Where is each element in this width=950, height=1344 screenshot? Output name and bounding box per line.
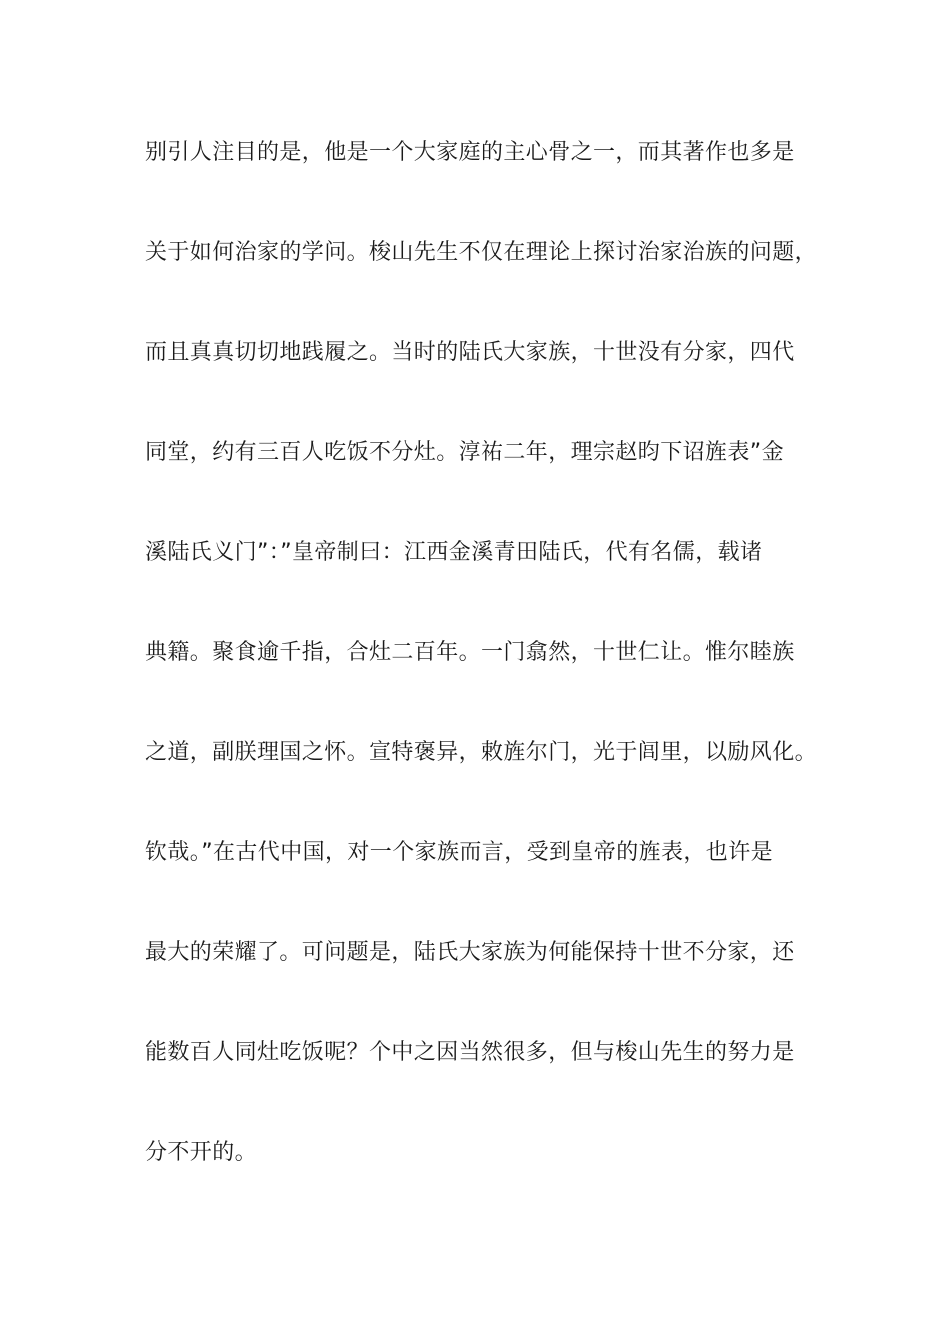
- text-line: 能数百人同灶吃饭呢？个中之因当然很多，但与梭山先生的努力是: [145, 1040, 795, 1065]
- text-line: 最大的荣耀了。可问题是，陆氏大家族为何能保持十世不分家，还: [145, 940, 795, 965]
- text-line: 溪陆氏义门”：”皇帝制曰：江西金溪青田陆氏，代有名儒，载诸: [145, 540, 763, 565]
- text-line: 关于如何治家的学问。梭山先生不仅在理论上探讨治家治族的问题，: [145, 240, 818, 265]
- text-line: 别引人注目的是，他是一个大家庭的主心骨之一，而其著作也多是: [145, 140, 795, 165]
- text-line: 而且真真切切地践履之。当时的陆氏大家族，十世没有分家，四代: [145, 340, 795, 365]
- text-line: 之道，副朕理国之怀。宣特褒异，敕旌尔门，光于闾里，以励风化。: [145, 740, 818, 765]
- text-line: 同堂，约有三百人吃饭不分灶。淳祐二年，理宗赵昀下诏旌表”金: [145, 440, 784, 465]
- text-line: 典籍。聚食逾千指，合灶二百年。一门翕然，十世仁让。惟尔睦族: [145, 640, 795, 665]
- body-text: [145, 134, 818, 1234]
- text-line: 分不开的。: [145, 1140, 258, 1165]
- text-line: 钦哉。”在古代中国，对一个家族而言，受到皇帝的旌表，也许是: [145, 840, 773, 865]
